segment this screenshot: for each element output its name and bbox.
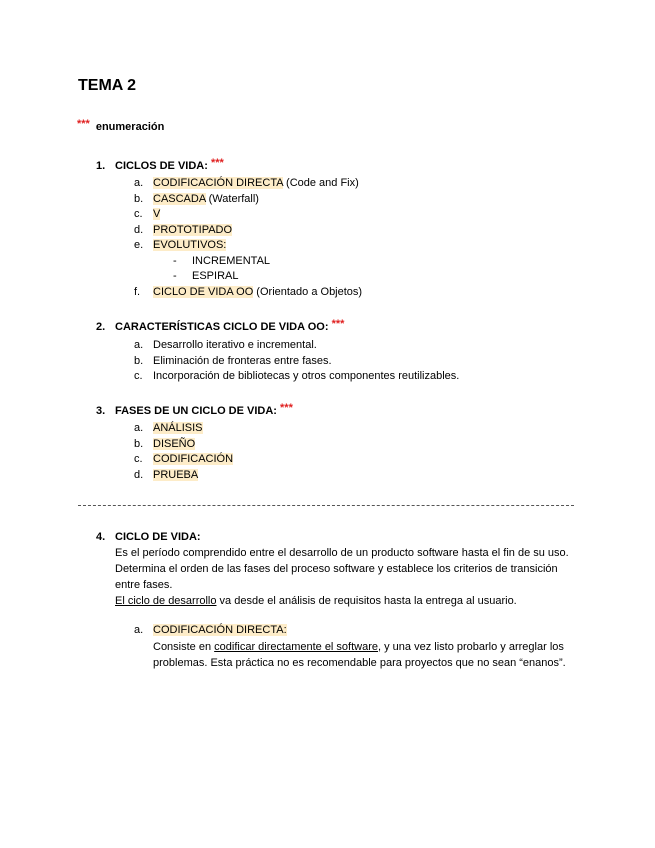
underlined-text: codificar directamente el software [214,641,379,653]
importance-stars: *** [331,318,345,330]
enumeracion-label: enumeración [95,121,165,133]
list-item [153,469,198,481]
paragraph-text: va desde el análisis de requisitos hasta la entrega al usuario. [216,595,517,607]
list-item [153,453,233,465]
item-note: (Waterfall) [205,193,259,205]
section-4-heading: CICLO DE VIDA: [115,531,201,543]
dashed-divider [78,505,574,506]
importance-stars: *** [210,157,224,169]
section-4-paragraph: Es el período comprendido entre el desarrollo de un producto software hasta el fin de su uso. Determina el orden de las fases del proceso software y establece los criterios de transición entre fases. [115,547,569,591]
section-1-number: 1. [96,160,106,172]
section-3-number: 3. [96,405,106,417]
highlighted-text: CODIFICACIÓN [153,453,234,465]
importance-stars: *** [280,402,293,414]
list-marker: b. [134,438,144,450]
subsection-paragraph [153,639,583,671]
list-marker: a. [134,339,144,351]
list-marker: b. [134,355,144,367]
list-marker: f. [134,286,141,298]
importance-stars: *** [77,118,90,130]
list-item [153,438,195,450]
list-marker: a. [134,624,144,636]
sub-list-item: INCREMENTAL [192,255,271,267]
section-1-heading [115,157,224,172]
list-marker: e. [134,239,144,251]
list-marker: a. [134,177,144,189]
highlighted-text: CASCADA [153,193,206,205]
section-4-number: 4. [96,531,106,543]
list-item: Incorporación de bibliotecas y otros componentes reutilizables. [153,370,460,382]
item-note: (Code and Fix) [282,177,359,189]
subsection-title [153,624,287,636]
list-item [153,239,226,251]
list-item [153,208,160,220]
section-2-heading [115,318,345,333]
list-item [153,422,203,434]
highlighted-text: DISEÑO [153,438,196,450]
section-3-heading [115,402,293,417]
paragraph-text: Consiste en [153,641,215,653]
highlighted-text: V [153,208,161,220]
section-1-heading-text: CICLOS DE VIDA: [115,160,208,172]
list-item [153,193,259,205]
list-item: Desarrollo iterativo e incremental. [153,339,317,351]
highlighted-text: CODIFICACIÓN DIRECTA: [153,624,287,636]
highlighted-text: PROTOTIPADO [153,224,233,236]
list-marker: c. [134,370,143,382]
sub-list-marker: - [173,255,177,267]
list-item [153,224,232,236]
item-note: (Orientado a Objetos) [253,286,363,298]
list-item: Eliminación de fronteras entre fases. [153,355,332,367]
list-marker: d. [134,224,144,236]
section-2-heading-text: CARACTERÍSTICAS CICLO DE VIDA OO: [115,321,329,333]
section-2-number: 2. [96,321,106,333]
sub-list-marker: - [173,270,177,282]
section-3-heading-text: FASES DE UN CICLO DE VIDA: [115,405,277,417]
highlighted-text: CICLO DE VIDA OO [153,286,254,298]
page-title: TEMA 2 [78,77,137,94]
list-marker: c. [134,208,143,220]
highlighted-text: PRUEBA [153,469,199,481]
paragraph-text: , y una vez listo probarlo y arreglar los problemas. Esta práctica no es recomendable para proyectos que no sean “enanos”. [153,641,566,669]
enumeracion-note [77,118,165,133]
section-4-paragraph-2 [115,593,585,609]
list-marker: c. [134,453,143,465]
highlighted-text: ANÁLISIS [153,422,203,434]
highlighted-text: EVOLUTIVOS: [153,239,227,251]
sub-list-item: ESPIRAL [192,270,239,282]
list-marker: a. [134,422,144,434]
list-item [153,177,359,189]
list-marker: b. [134,193,144,205]
underlined-text: El ciclo de desarrollo [115,595,217,607]
list-item [153,286,362,298]
highlighted-text: CODIFICACIÓN DIRECTA [153,177,283,189]
list-marker: d. [134,469,144,481]
